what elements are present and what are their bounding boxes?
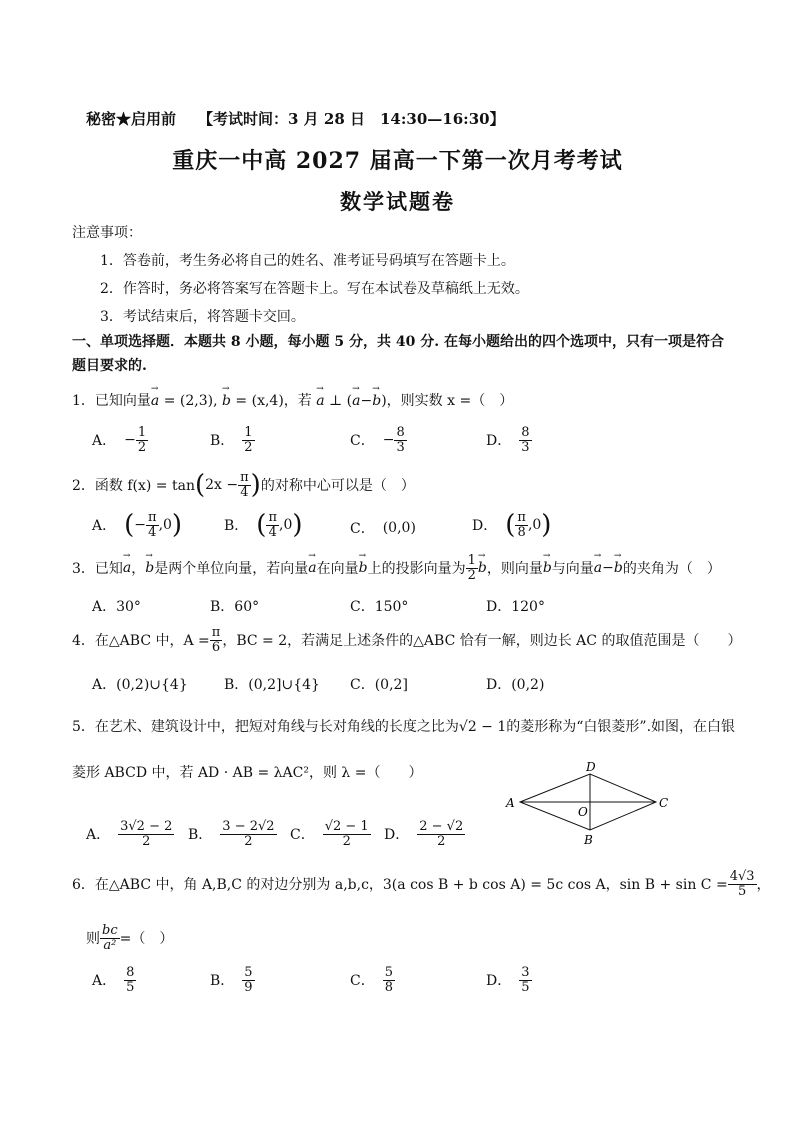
question-6-option-d[interactable]: D． $\frac{3}{5}$ (486, 965, 530, 995)
question-5-option-a[interactable]: A． $\frac{3√2 - 2}{2}$ (86, 819, 173, 849)
question-5-option-c[interactable]: C． $\frac{√2 - 1}{2}$ (290, 819, 369, 849)
question-2-option-a[interactable]: A． ( − $\frac{\pi}{4}$ ,0 ) (92, 509, 183, 540)
exam-subtitle: 数学试题卷 (340, 189, 455, 214)
question-4-option-b[interactable]: B．(0,2]∪{4} (224, 677, 320, 693)
question-5-option-b[interactable]: B． $\frac{3 - 2√2}{2}$ (188, 819, 275, 849)
note-item: 3．考试结束后，将答题卡交回。 (100, 309, 305, 325)
question-2-option-c[interactable]: C． (0,0) (350, 520, 416, 537)
question-4-option-a[interactable]: A．(0,2)∪{4} (92, 677, 188, 693)
question-6-option-b[interactable]: B． $\frac{5}{9}$ (210, 965, 253, 995)
center-label-o: O (578, 805, 588, 819)
question-3-option-d[interactable]: D．120° (486, 599, 545, 615)
vector-a: → a (151, 393, 159, 409)
notes-heading: 注意事项： (72, 225, 142, 241)
vertex-label-a: A (506, 796, 515, 810)
secret-mark: 秘密★启用前 (86, 110, 177, 128)
vertex-label-b: B (584, 833, 593, 847)
question-2-stem: 2．函数 f(x) = tan ( 2x − $\frac{\pi}{4}$ ) 的对称中心可以是（ ） (72, 469, 415, 500)
question-3-option-b[interactable]: B．60° (210, 599, 260, 615)
question-4-option-d[interactable]: D．(0,2) (486, 677, 545, 693)
question-6-stem-line1: 6．在△ABC 中，角 A,B,C 的对边分别为 a,b,c，3(a cos B + b cos A) = 5c cos A，sin B + sin C = $\frac{4√3}{5}$ ， (72, 869, 771, 899)
vertex-label-d: D (586, 760, 596, 774)
question-1-option-c[interactable]: C． − $\frac{8}{3}$ (350, 425, 405, 455)
question-4-stem: 4．在△ABC 中，A = $\frac{\pi}{6}$ ，BC = 2，若满足上述条件的△ABC 恰有一解，则边长 AC 的取值范围是（ ） (72, 625, 742, 655)
rhombus-figure (504, 760, 674, 848)
question-2-option-b[interactable]: B． ( $\frac{\pi}{4}$ ,0 ) (224, 509, 303, 540)
question-5-stem-line1: 5．在艺术、建筑设计中，把短对角线与长对角线的长度之比为√2 − 1的菱形称为“白银菱形”.如图，在白银 (72, 719, 736, 735)
question-5-option-d[interactable]: D． $\frac{2 - √2}{2}$ (384, 819, 464, 849)
exam-time: 【考试时间：3 月 28 日 14:30—16:30】 (198, 110, 505, 128)
question-1-option-a[interactable]: A． − $\frac{1}{2}$ (92, 425, 147, 455)
question-1-stem: 1．已知向量→ a = (2,3), → b = (x,4)，若 → a ⊥ (→ a−→ b)，则实数 x =（ ） (72, 390, 513, 410)
question-3-option-a[interactable]: A．30° (92, 599, 141, 615)
question-3-stem: 3．已知 → a ， → b 是两个单位向量，若向量 → a 在向量 → b 上的投影向量为 $\frac{1}{2}$ → b ，则向量 → b 与向量 → a − → b 的夹角为（ ） (72, 554, 721, 582)
question-1-option-d[interactable]: D． $\frac{8}{3}$ (486, 425, 530, 455)
question-4-option-c[interactable]: C．(0,2] (350, 677, 408, 693)
section-heading: 一、单项选择题．本题共 8 小题，每小题 5 分，共 40 分. 在每小题给出的四个选项中，只有一项是符合题目要求的. (72, 334, 724, 374)
exam-title: 重庆一中高 2027 届高一下第一次月考考试 (172, 148, 623, 174)
question-6-option-c[interactable]: C． $\frac{5}{8}$ (350, 965, 393, 995)
vertex-label-c: C (659, 796, 669, 810)
question-1-option-b[interactable]: B． $\frac{1}{2}$ (210, 425, 253, 455)
question-5-stem-line2: 菱形 ABCD 中，若 AD · AB = λAC²，则 λ =（ ） (72, 765, 423, 781)
question-6-stem-line2: 则 $\frac{bc}{\text{a²}}$ =（ ） (86, 923, 174, 953)
vector-b: → b (222, 393, 231, 409)
note-item: 2．作答时，务必将答案写在答题卡上。写在本试卷及草稿纸上无效。 (100, 281, 529, 297)
question-3-option-c[interactable]: C．150° (350, 599, 409, 615)
question-2-option-d[interactable]: D． ( $\frac{\pi}{8}$ ,0 ) (472, 509, 552, 540)
note-item: 1．答卷前，考生务必将自己的姓名、准考证号码填写在答题卡上。 (100, 253, 515, 269)
exam-header (86, 108, 505, 129)
question-6-option-a[interactable]: A． $\frac{8}{5}$ (92, 965, 135, 995)
